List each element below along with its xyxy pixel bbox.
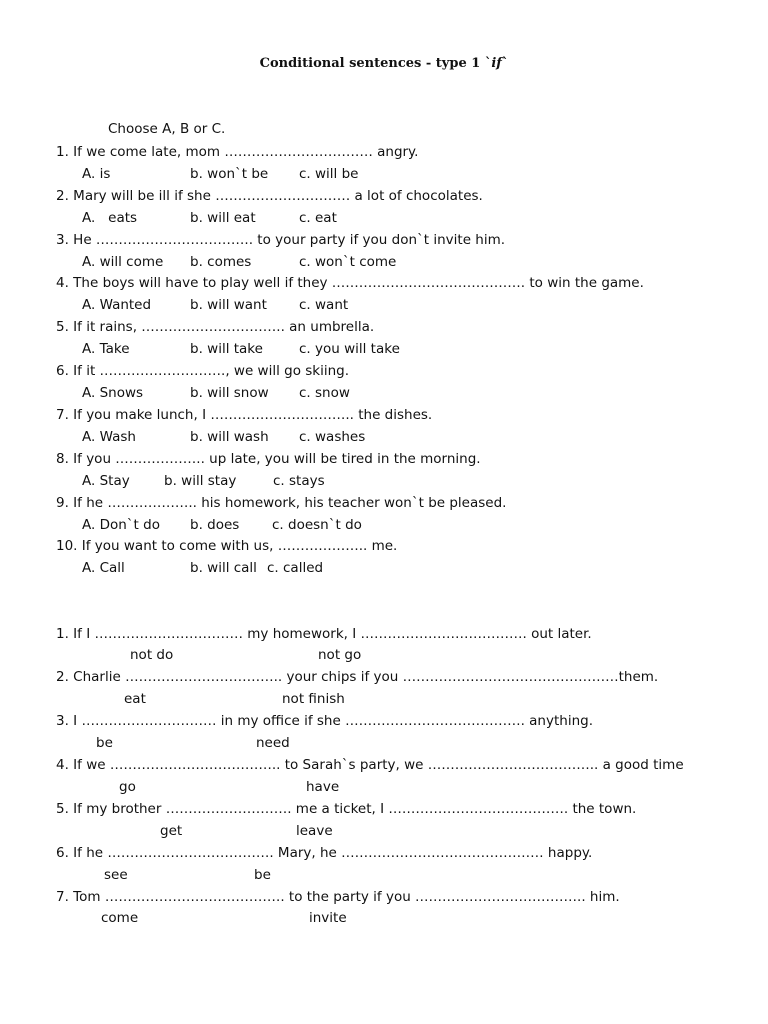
- worksheet-title: Conditional sentences - type 1 `if`: [259, 56, 509, 71]
- verb-hint: be: [254, 867, 271, 883]
- verb-hint: go: [119, 779, 136, 795]
- question-8: 8. If you ……………….. up late, you will be tired in the morning.: [56, 451, 481, 467]
- verb-hint: invite: [309, 910, 347, 926]
- option-c: c. will be: [299, 166, 359, 182]
- option-b: b. won`t be: [190, 166, 269, 182]
- option-a: A. Take: [82, 341, 130, 357]
- verb-hint: not go: [318, 647, 362, 663]
- exercise-item-2: 2. Charlie …………………………….. your chips if you …………………………………………them.: [56, 669, 659, 685]
- option-a: A. Wanted: [82, 297, 152, 313]
- option-c: c. won`t come: [299, 254, 397, 270]
- verb-hint: need: [256, 735, 290, 751]
- verb-hint: get: [160, 823, 183, 839]
- option-b: b. will stay: [164, 473, 237, 489]
- instruction: Choose A, B or C.: [108, 121, 226, 137]
- verb-hint: see: [104, 867, 128, 883]
- option-a: A. eats: [82, 210, 138, 226]
- option-a: A. will come: [82, 254, 164, 270]
- question-6: 6. If it ………………………., we will go skiing.: [56, 363, 350, 379]
- option-b: b. will want: [190, 297, 267, 313]
- exercise-item-3: 3. I ………………………… in my office if she …………………………………. anything.: [56, 713, 593, 729]
- option-c: c. doesn`t do: [272, 517, 362, 533]
- verb-hint: be: [96, 735, 113, 751]
- option-c: c. stays: [273, 473, 325, 489]
- option-c: c. eat: [299, 210, 337, 226]
- option-a: A. Don`t do: [82, 517, 160, 533]
- verb-hint: come: [101, 910, 139, 926]
- option-a: A. Snows: [82, 385, 144, 401]
- exercise-item-1: 1. If I …………………………… my homework, I ………………………………. out later.: [56, 626, 592, 642]
- option-c: c. snow: [299, 385, 350, 401]
- exercise-item-7: 7. Tom …………………………………. to the party if you ……………………………….. him.: [56, 889, 620, 905]
- option-a: A. Call: [82, 560, 125, 576]
- exercise-item-5: 5. If my brother ………………………. me a ticket, I …………………………………. the town.: [56, 801, 637, 817]
- verb-hint: eat: [124, 691, 146, 707]
- option-b: b. will eat: [190, 210, 256, 226]
- option-b: b. does: [190, 517, 240, 533]
- option-b: b. will take: [190, 341, 263, 357]
- question-3: 3. He …………………………….. to your party if you don`t invite him.: [56, 232, 506, 248]
- option-c: c. want: [299, 297, 349, 313]
- option-c: c. you will take: [299, 341, 400, 357]
- exercise-item-4: 4. If we ……………………………….. to Sarah`s party, we ……………………………….. a good time: [56, 757, 684, 773]
- question-2: 2. Mary will be ill if she ………………………… a lot of chocolates.: [56, 188, 483, 204]
- option-b: b. comes: [190, 254, 252, 270]
- question-9: 9. If he ……………….. his homework, his teacher won`t be pleased.: [56, 495, 507, 511]
- question-1: 1. If we come late, mom …………………………… angry.: [56, 144, 419, 160]
- question-7: 7. If you make lunch, I ………………………….. the dishes.: [56, 407, 433, 423]
- option-c: c. washes: [299, 429, 366, 445]
- question-5: 5. If it rains, ………………………….. an umbrella.: [56, 319, 375, 335]
- exercise-item-6: 6. If he ………………………………. Mary, he ……………………………………… happy.: [56, 845, 593, 861]
- option-b: b. will wash: [190, 429, 269, 445]
- verb-hint: not do: [130, 647, 174, 663]
- option-a: A. Stay: [82, 473, 130, 489]
- option-b: b. will snow: [190, 385, 269, 401]
- option-c: c. called: [267, 560, 324, 576]
- question-4: 4. The boys will have to play well if they ……………………………………. to win the game.: [56, 275, 644, 291]
- question-10: 10. If you want to come with us, ……………….. me.: [56, 538, 398, 554]
- option-a: A. is: [82, 166, 111, 182]
- verb-hint: not finish: [282, 691, 345, 707]
- option-b: b. will call: [190, 560, 257, 576]
- verb-hint: leave: [296, 823, 333, 839]
- option-a: A. Wash: [82, 429, 136, 445]
- verb-hint: have: [306, 779, 340, 795]
